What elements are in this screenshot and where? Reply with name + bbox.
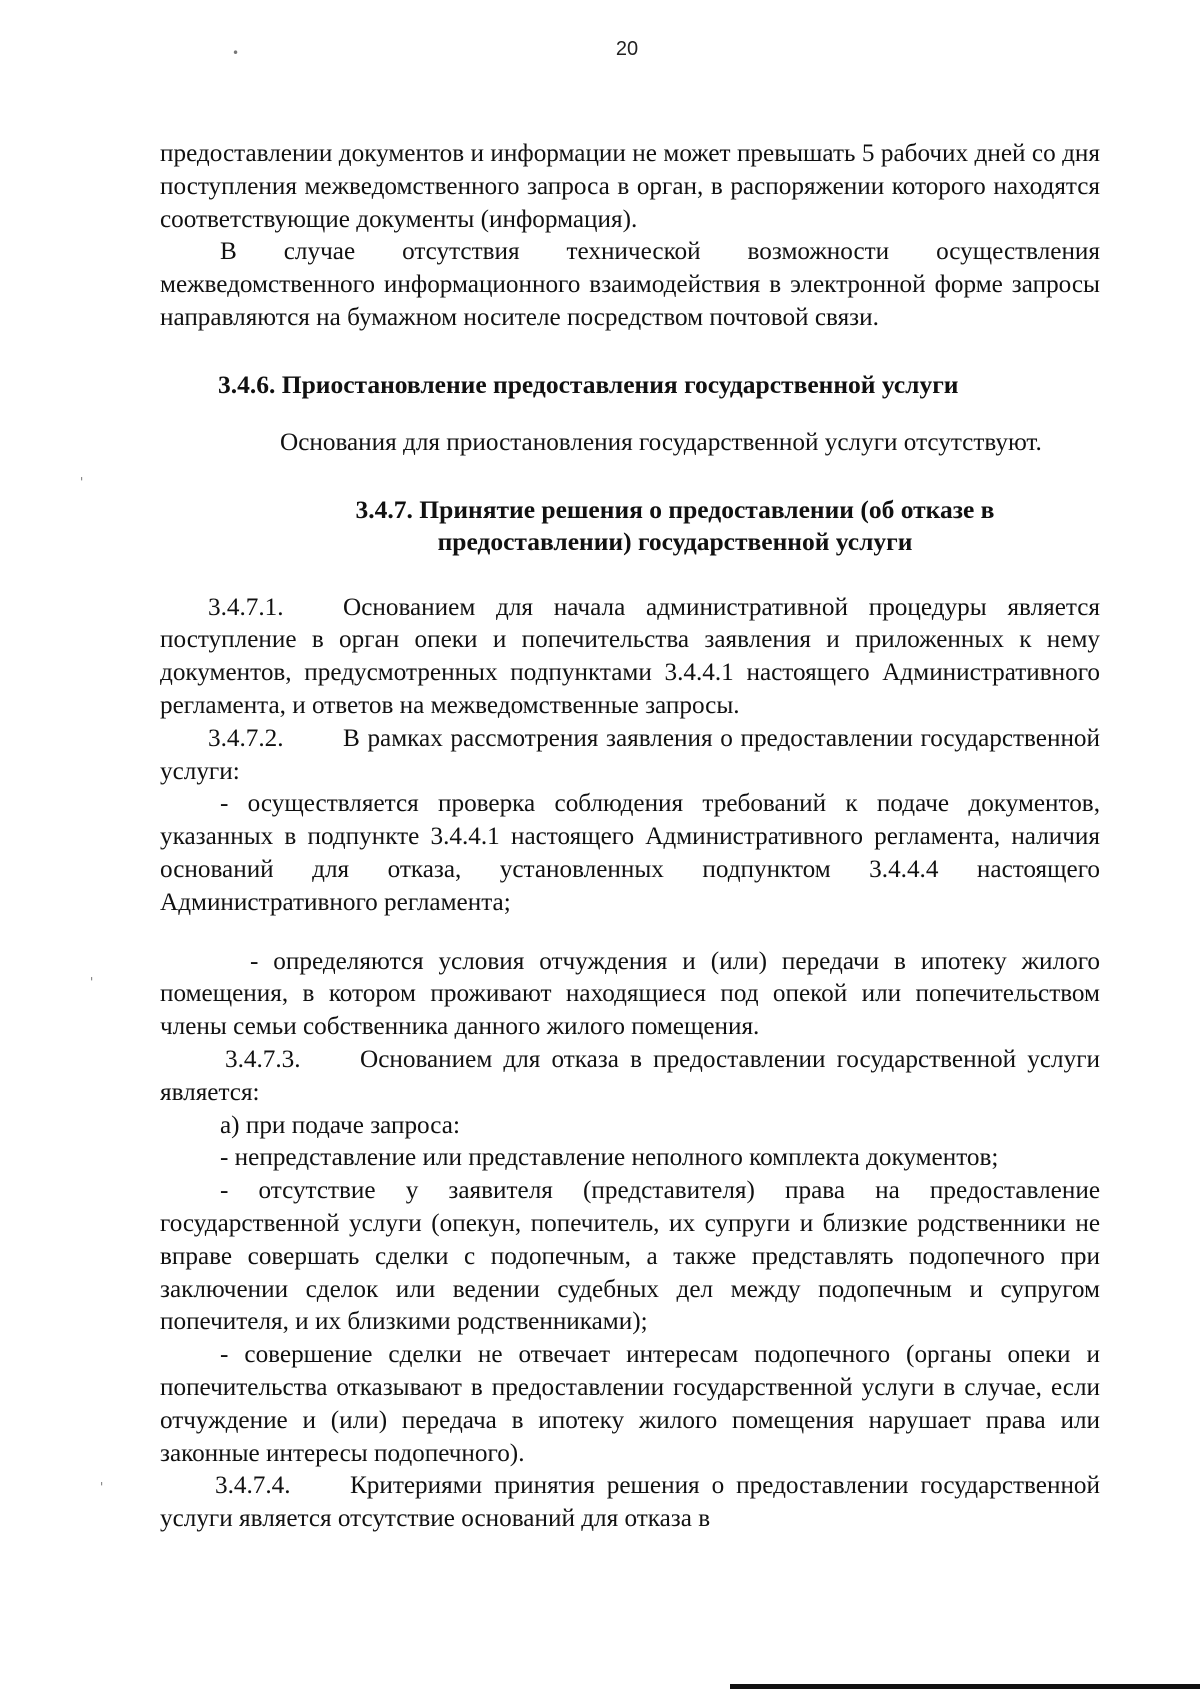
item-3-4-7-3 xyxy=(160,1044,1100,1110)
item-3-4-7-3-dash-3: - совершение сделки не отвечает интересам подопечного (органы опеки и попечительства отказывают в предоставлении государственной услуги в случае, если отчуждение и (или) передача в ипотеку жилого помещения нарушает права или законные интересы подопечного). xyxy=(160,1341,1100,1467)
item-3-4-7-1 xyxy=(160,592,1100,723)
item-number: 3.4.7.4. xyxy=(215,1472,291,1500)
item-3-4-7-2-dash-2: - определяются условия отчуждения и (или) передачи в ипотеку жилого помещения, в котором проживают находящиеся под опекой или попечительством члены семьи собственника данного жилого помещения. xyxy=(160,947,1100,1041)
paragraph-continuation: предоставлении документов и информации не может превышать 5 рабочих дней со дня поступления межведомственного запроса в орган, в распоряжении которого находятся соответствующие документы (информация). xyxy=(160,140,1100,233)
scan-speck: ' xyxy=(90,975,94,989)
item-number: 3.4.7.3. xyxy=(225,1045,301,1073)
scan-speck: • xyxy=(232,46,240,60)
item-text: В рамках рассмотрения заявления о предоставлении государственной услуги: xyxy=(160,724,1100,785)
item-number: 3.4.7.2. xyxy=(208,724,284,752)
section-heading-3-4-7-line1: 3.4.7. Принятие решения о предоставлении (об отказе в xyxy=(355,494,995,524)
item-3-4-7-3-sub-a: а) при подаче запроса: xyxy=(220,1111,460,1139)
document-body xyxy=(160,138,1100,1536)
page-number: 20 xyxy=(615,38,639,60)
item-text: Основанием для начала административной процедуры является поступление в орган опеки и попечительства заявления и приложенных к нему документов, предусмотренных подпунктами 3.4.4.1 настоящего Административного регламента, и ответов на межведомственные запросы. xyxy=(160,593,1100,719)
bottom-scan-rule xyxy=(730,1684,1200,1689)
item-3-4-7-3-dash-1: - непредставление или представление неполного комплекта документов; xyxy=(220,1144,999,1172)
item-3-4-7-2-dash-1: - осуществляется проверка соблюдения требований к подаче документов, указанных в подпункте 3.4.4.1 настоящего Административного регламента, наличия оснований для отказа, установленных подпунктом 3.4.4.4 настоящего Административного регламента; xyxy=(160,790,1100,916)
scan-speck: ' xyxy=(100,1480,104,1494)
paragraph-paper-requests: В случае отсутствия технической возможности осуществления межведомственного информационного взаимодействия в электронной форме запросы направляются на бумажном носителе посредством почтовой связи. xyxy=(160,238,1100,331)
item-number: 3.4.7.1. xyxy=(208,593,284,621)
item-text: Критериями принятия решения о предоставлении государственной услуги является отсутствие оснований для отказа в xyxy=(160,1472,1100,1533)
scan-speck: ' xyxy=(80,475,84,489)
item-3-4-7-4 xyxy=(160,1470,1100,1536)
section-3-4-6-text: Основания для приостановления государственной услуги отсутствуют. xyxy=(280,428,1042,456)
section-heading-3-4-6: 3.4.6. Приостановление предоставления государственной услуги xyxy=(218,369,959,399)
item-3-4-7-3-dash-2: - отсутствие у заявителя (представителя) права на предоставление государственной услуги (опекун, попечитель, их супруги и близкие родственники не вправе совершать сделки с подопечным, а также представлять подопечного при заключении сделок или ведении судебных дел между подопечным и супругом попечителя, и их близкими родственниками); xyxy=(160,1177,1100,1336)
section-heading-3-4-7-line2: предоставлении) государственной услуги xyxy=(437,526,913,556)
item-3-4-7-2 xyxy=(160,723,1100,789)
item-text: Основанием для отказа в предоставлении государственной услуги является: xyxy=(160,1045,1100,1106)
